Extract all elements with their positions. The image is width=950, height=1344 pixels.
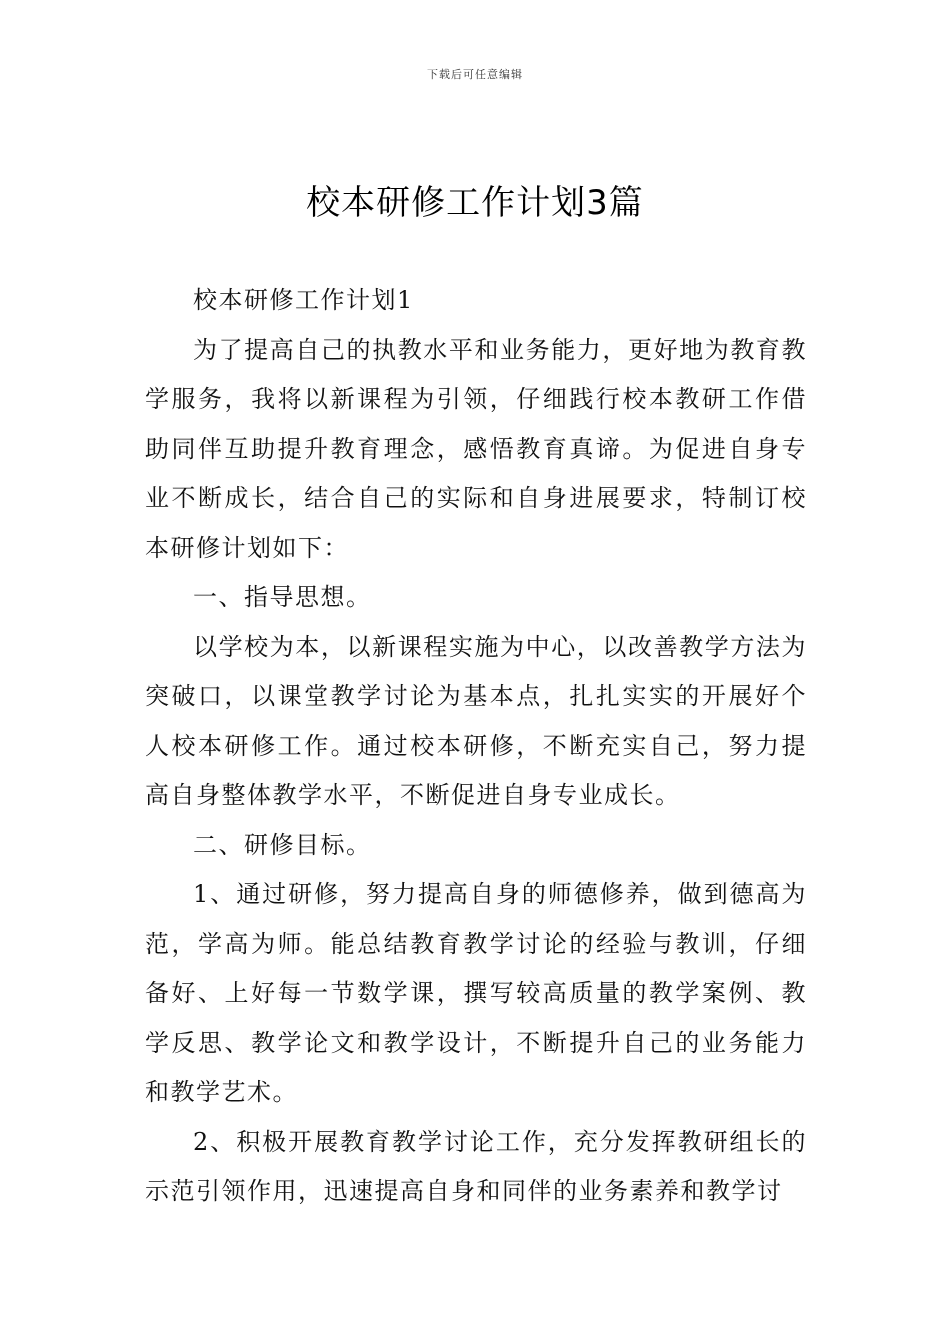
paragraph: 为了提高自己的执教水平和业务能力，更好地为教育教学服务，我将以新课程为引领，仔细践行校本教研工作借助同伴互助提升教育理念，感悟教育真谛。为促进自身专业不断成长，结合自己的实际和自身进展要求，特制订校本研修计划如下： [145,335,807,562]
document-body [145,276,807,1217]
paragraph: 以学校为本，以新课程实施为中心，以改善教学方法为突破口，以课堂教学讨论为基本点，扎扎实实的开展好个人校本研修工作。通过校本研修，不断充实自己，努力提高自身整体教学水平，不断促进自身专业成长。 [145,632,807,809]
section-heading: 一、指导思想。 [193,583,372,611]
paragraph: 2、积极开展教育教学讨论工作，充分发挥教研组长的示范引领作用，迅速提高自身和同伴的业务素养和教学讨 [145,1127,807,1205]
paragraph: 1、通过研修，努力提高自身的师德修养，做到德高为范，学高为师。能总结教育教学讨论的经验与教训，仔细备好、上好每一节数学课，撰写较高质量的教学案例、教学反思、教学论文和教学设计，不断提升自己的业务能力和教学艺术。 [145,880,807,1106]
document-title: 校本研修工作计划3篇 [306,183,644,223]
section-heading: 二、研修目标。 [193,830,372,859]
header-note: 下载后可任意编辑 [427,68,523,81]
section-heading: 校本研修工作计划1 [193,286,414,314]
